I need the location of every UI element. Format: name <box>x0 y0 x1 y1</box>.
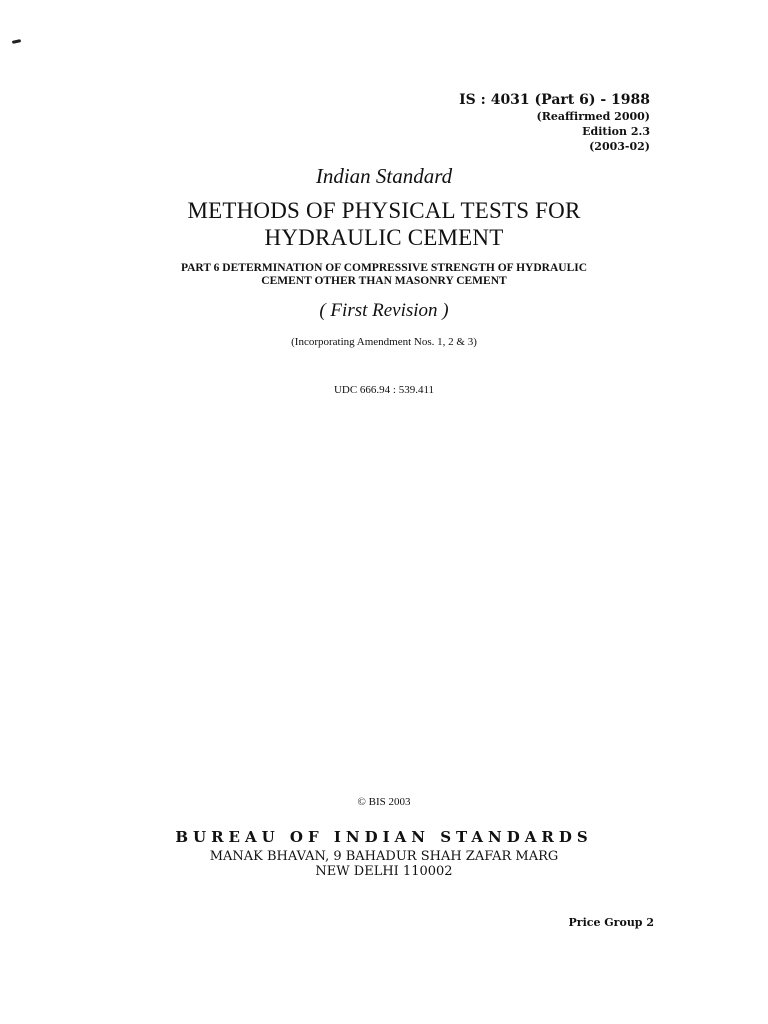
standard-number: IS : 4031 (Part 6) - 1988 <box>459 92 650 108</box>
scan-mark <box>12 39 21 44</box>
publisher-address-line1: MANAK BHAVAN, 9 BAHADUR SHAH ZAFAR MARG <box>209 849 559 864</box>
copyright-notice: © BIS 2003 <box>357 796 411 808</box>
part-title-line2: CEMENT OTHER THAN MASONRY CEMENT <box>261 275 507 287</box>
price-group: Price Group 2 <box>568 916 654 929</box>
publisher-name: BUREAU OF INDIAN STANDARDS <box>175 828 593 846</box>
amendments-note: (Incorporating Amendment Nos. 1, 2 & 3) <box>291 336 477 348</box>
part-title-line1: PART 6 DETERMINATION OF COMPRESSIVE STRENGTH OF HYDRAULIC <box>180 262 588 274</box>
edition-label: Edition 2.3 <box>582 125 650 138</box>
edition-date: (2003-02) <box>589 140 650 153</box>
reaffirmed-note: (Reaffirmed 2000) <box>536 110 650 123</box>
publisher-address-line2: NEW DELHI 110002 <box>315 864 453 879</box>
revision-label: ( First Revision ) <box>319 300 449 321</box>
document-title-line2: HYDRAULIC CEMENT <box>264 225 504 250</box>
document-title-line1: METHODS OF PHYSICAL TESTS FOR <box>187 198 581 223</box>
udc-code: UDC 666.94 : 539.411 <box>333 384 435 396</box>
series-heading: Indian Standard <box>315 164 453 188</box>
